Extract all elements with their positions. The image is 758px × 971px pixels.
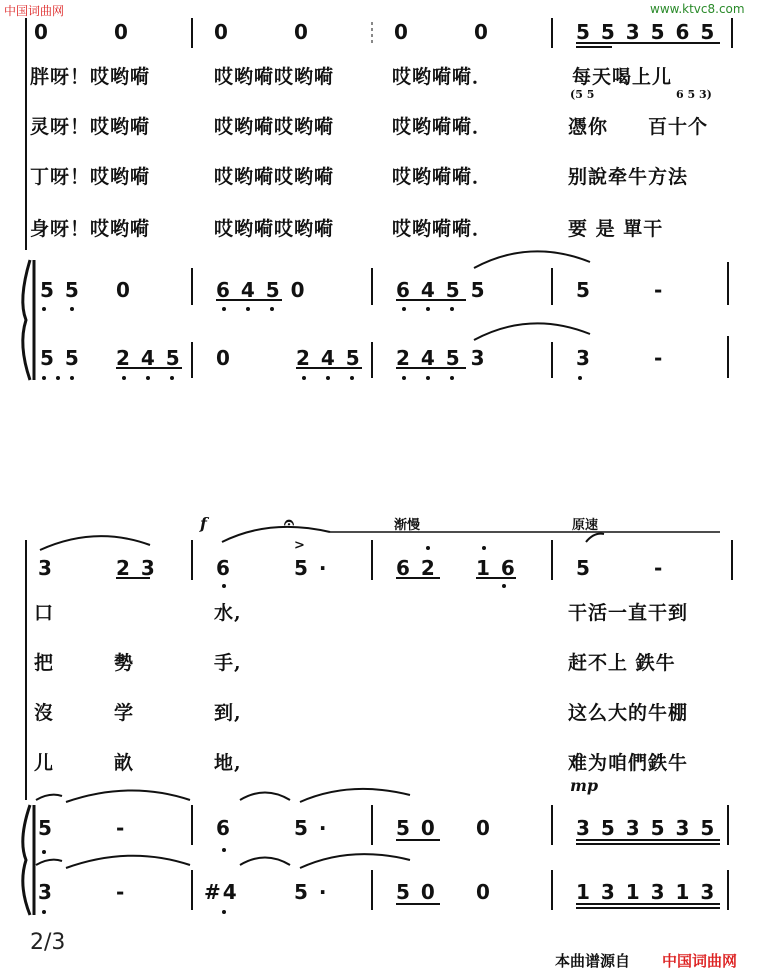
s2-note-5: 6 2: [396, 556, 437, 580]
s2-lyric-4c: 地,: [214, 752, 242, 774]
s1-lyric-3c: 哎哟嗬嗬．: [392, 166, 493, 188]
s2-note-8: -: [654, 556, 665, 580]
s2-lyric-4a: 儿: [34, 752, 55, 774]
s1-alt-notes-left: (5 5: [570, 88, 595, 101]
s1-a-2: 0: [116, 278, 132, 302]
s2-lyric-2a: 把: [34, 652, 55, 674]
s1-a-6: -: [654, 278, 665, 302]
s1-b-4: 2 4 5: [296, 346, 362, 370]
s2-lyric-2b: 勢: [114, 652, 135, 674]
tempo-original: 原速: [572, 518, 599, 533]
s1-b-3: 0: [216, 346, 232, 370]
s1-alt-notes-right: 6 5 3): [676, 88, 712, 101]
s2-b-1: 3: [38, 880, 54, 904]
s1-b-7: -: [654, 346, 665, 370]
s2-b-6: 0: [476, 880, 492, 904]
s2-a-2: -: [116, 816, 127, 840]
dynamic-forte: f: [200, 514, 207, 533]
watermark-right: www.ktvc8.com: [650, 2, 745, 16]
s1-lyric-4a: 身呀！哎哟嗬: [30, 218, 151, 240]
fermata-icon: 𝄐: [284, 512, 295, 533]
s1-note-6: 0: [474, 20, 490, 44]
system1-lines: [0, 0, 758, 400]
s2-b-5: 5 0: [396, 880, 437, 904]
s2-b-2: -: [116, 880, 127, 904]
s1-b-1: 5 5: [40, 346, 81, 370]
dynamic-mezzo-piano: mp: [570, 776, 599, 795]
footer-logo[interactable]: 中国词曲网: [662, 952, 738, 970]
s1-b-5: 2 4 5 3: [396, 346, 487, 370]
watermark-left: 中国词曲网: [4, 4, 65, 18]
s1-lyric-4c: 哎哟嗬嗬．: [392, 218, 493, 240]
tempo-slow: 渐慢: [394, 518, 421, 533]
s1-a-5: 5: [576, 278, 592, 302]
s2-a-1: 5: [38, 816, 54, 840]
s1-a-4: 6 4 5 5: [396, 278, 487, 302]
s1-lyric-2a: 灵呀！哎哟嗬: [30, 116, 151, 138]
s1-lyric-3a: 丁呀！哎哟嗬: [30, 166, 151, 188]
s2-a-4: 5 ·: [294, 816, 329, 840]
s1-lyric-1c: 哎哟嗬嗬．: [392, 66, 493, 88]
s2-lyric-3d: 这么大的牛棚: [568, 702, 689, 724]
s1-lyric-3d: 别說牵牛方法: [568, 166, 689, 188]
s1-lyric-2d: 憑你: [568, 116, 609, 138]
s1-lyric-1a: 胖呀！哎哟嗬: [30, 66, 151, 88]
s2-b-4: 5 ·: [294, 880, 329, 904]
s1-lyric-3b: 哎哟嗬哎哟嗬: [214, 166, 335, 188]
s1-lyric-4b: 哎哟嗬哎哟嗬: [214, 218, 335, 240]
s1-b-2: 2 4 5: [116, 346, 182, 370]
s1-lyric-1d: 每天喝上儿: [572, 66, 673, 88]
s1-a-1: 5 5: [40, 278, 81, 302]
s2-lyric-1a: 口: [34, 602, 55, 624]
s2-a-7: 3 5 3 5 3 5: [576, 816, 717, 840]
s2-lyric-3c: 到,: [214, 702, 242, 724]
s2-lyric-2d: 赶不上 鉄牛: [568, 652, 676, 674]
s2-lyric-2c: 手,: [214, 652, 242, 674]
s2-b-7: 1 3 1 3 1 3: [576, 880, 717, 904]
s1-note-5: 0: [394, 20, 410, 44]
s1-lyric-1b: 哎哟嗬哎哟嗬: [214, 66, 335, 88]
s1-lyric-4d: 要 是 單干: [568, 218, 664, 240]
s2-note-1: 3: [38, 556, 54, 580]
s2-a-3: 6: [216, 816, 232, 840]
s2-lyric-3a: 沒: [34, 702, 55, 724]
s2-lyric-4d: 难为咱們鉄牛: [568, 752, 689, 774]
s2-note-7: 5: [576, 556, 592, 580]
s2-note-3: 6: [216, 556, 232, 580]
s1-a-3: 6 4 5 0: [216, 278, 307, 302]
s1-note-7: 5 5 3 5 6 5: [576, 20, 717, 44]
footer-source: 本曲谱源自: [555, 952, 631, 970]
accent-mark: >: [294, 538, 305, 553]
s1-lyric-2b: 哎哟嗬哎哟嗬: [214, 116, 335, 138]
page-number: 2/3: [30, 930, 66, 955]
s2-b-3: #4: [204, 880, 239, 904]
s1-note-2: 0: [114, 20, 130, 44]
s1-b-6: 3: [576, 346, 592, 370]
s2-note-4: 5 ·: [294, 556, 329, 580]
s2-note-6: 1 6: [476, 556, 517, 580]
s1-note-1: 0: [34, 20, 50, 44]
s2-lyric-3b: 学: [114, 702, 135, 724]
s1-lyric-2c: 哎哟嗬嗬．: [392, 116, 493, 138]
s2-lyric-1c: 干活一直干到: [568, 602, 689, 624]
s2-lyric-1b: 水,: [214, 602, 242, 624]
s2-lyric-4b: 畝: [114, 752, 135, 774]
s2-note-2: 2 3: [116, 556, 157, 580]
s2-a-5: 5 0: [396, 816, 437, 840]
s1-lyric-2e: 百十个: [648, 116, 709, 138]
s1-note-4: 0: [294, 20, 310, 44]
s2-a-6: 0: [476, 816, 492, 840]
s1-note-3: 0: [214, 20, 230, 44]
